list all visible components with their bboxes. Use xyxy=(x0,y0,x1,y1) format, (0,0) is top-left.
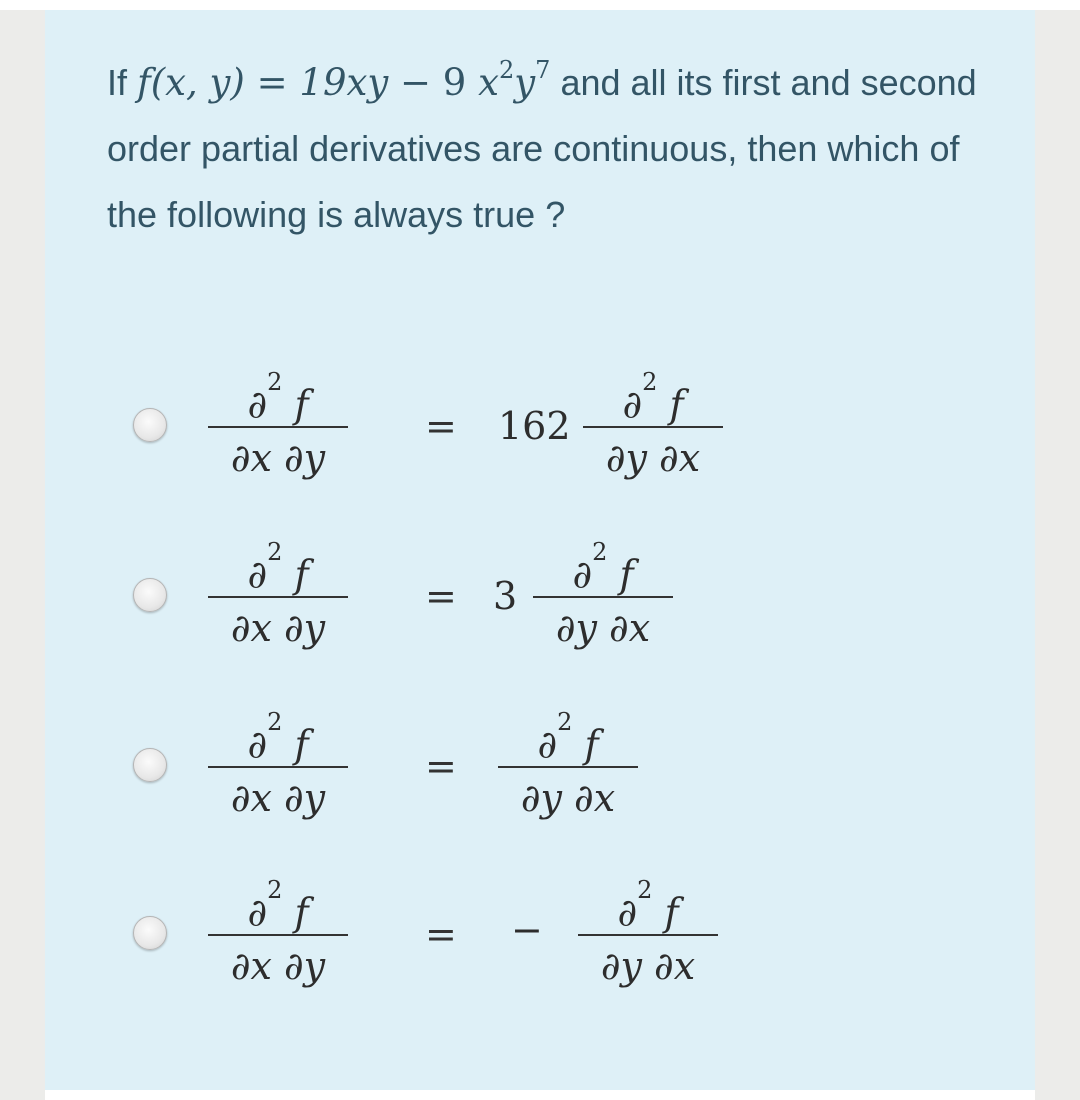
option-4-radio[interactable] xyxy=(133,916,167,950)
option-2-lhs-fraction: ∂$^2$ f ∂x ∂y xyxy=(208,540,348,654)
option-3-equals: = xyxy=(425,744,457,788)
function-expression: f(x, y) = 19xy − 9 $x^2y^7$ xyxy=(137,55,551,104)
option-4-equals: = xyxy=(425,912,457,956)
fraction-bar xyxy=(578,934,718,936)
option-1-rhs-fraction: ∂$^2$ f ∂y ∂x xyxy=(583,370,723,484)
fraction-bar xyxy=(208,596,348,598)
option-2-rhs-fraction: ∂$^2$ f ∂y ∂x xyxy=(533,540,673,654)
option-2-coefficient: 3 xyxy=(493,574,518,618)
option-1-coefficient: 162 xyxy=(498,404,571,448)
question-text xyxy=(107,50,987,248)
option-3-lhs-fraction: ∂$^2$ f ∂x ∂y xyxy=(208,710,348,824)
fraction-bar xyxy=(208,934,348,936)
option-1[interactable] xyxy=(133,370,833,490)
fraction-bar xyxy=(498,766,638,768)
bottom-strip xyxy=(45,1090,1035,1100)
question-rest: and all its first and second order partial derivatives are continuous, then which of the following is always true ? xyxy=(107,62,977,235)
option-2-equals: = xyxy=(425,574,457,618)
option-3-radio[interactable] xyxy=(133,748,167,782)
option-3-rhs-fraction: ∂$^2$ f ∂y ∂x xyxy=(498,710,638,824)
option-3[interactable] xyxy=(133,710,833,830)
option-2-radio[interactable] xyxy=(133,578,167,612)
question-card xyxy=(45,10,1035,1090)
option-1-lhs-fraction: ∂$^2$ f ∂x ∂y xyxy=(208,370,348,484)
fraction-bar xyxy=(533,596,673,598)
option-4-coefficient: − xyxy=(511,908,543,952)
fraction-bar xyxy=(208,426,348,428)
fraction-bar xyxy=(583,426,723,428)
top-strip xyxy=(0,0,1080,10)
option-4-lhs-fraction: ∂$^2$ f ∂x ∂y xyxy=(208,878,348,992)
option-4-rhs-fraction: ∂$^2$ f ∂y ∂x xyxy=(578,878,718,992)
option-4[interactable] xyxy=(133,878,833,998)
option-1-radio[interactable] xyxy=(133,408,167,442)
question-prefix: If xyxy=(107,62,138,103)
option-2[interactable] xyxy=(133,540,833,660)
option-1-equals: = xyxy=(425,404,457,448)
fraction-bar xyxy=(208,766,348,768)
